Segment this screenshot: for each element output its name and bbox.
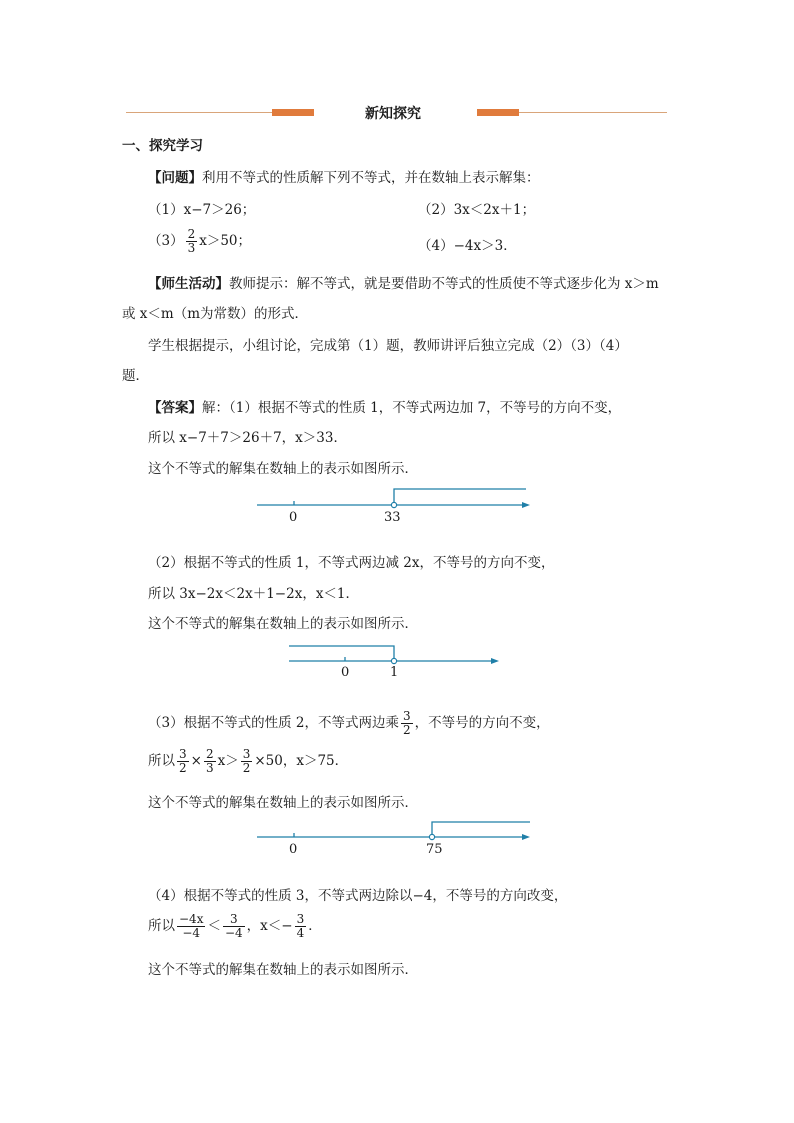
axis-arrow — [522, 834, 530, 840]
problem-statement — [148, 166, 540, 186]
answer-text: ×50，x＞75． — [254, 753, 349, 769]
problem-tag: 【问题】 — [148, 170, 202, 186]
answer-1-line-2: 所以 x−7＋7＞26＋7，x＞33． — [148, 430, 347, 446]
activity-line-2: 或 x＜m（m为常数）的形式． — [122, 306, 309, 322]
header-rule-right — [519, 112, 667, 113]
operator: × — [190, 753, 202, 769]
answer-3-line-2 — [148, 748, 348, 775]
axis-label-point: 1 — [390, 665, 399, 680]
answer-2-line-1: （2）根据不等式的性质 1，不等式两边减 2x，不等号的方向不变， — [148, 555, 555, 571]
item-expression: 3x＜2x＋1； — [453, 202, 536, 218]
fraction: $\frac{3}{4}$ — [296, 912, 305, 940]
axis-arrow — [491, 658, 499, 664]
activity-line-3: 学生根据提示，小组讨论，完成第（1）题，教师讲评后独立完成（2）（3）（4） — [148, 338, 628, 354]
open-point — [391, 502, 396, 507]
fraction: $\frac{2}{3}$ — [205, 747, 214, 775]
activity-tag: 【师生活动】 — [148, 276, 229, 292]
header-accent-left — [272, 109, 314, 116]
header-rule-left — [126, 112, 272, 113]
axis-arrow — [522, 502, 530, 508]
item-expression: x−7＞26； — [183, 202, 256, 218]
problem-item-1 — [148, 198, 255, 218]
header-accent-right — [477, 109, 519, 116]
answer-3-line-1 — [148, 710, 550, 737]
fraction: $\frac{3}{2}$ — [179, 747, 187, 775]
solution-ray — [289, 646, 394, 658]
problem-item-3 — [148, 228, 251, 255]
answer-text: 解：（1）根据不等式的性质 1，不等式两边加 7，不等号的方向不变， — [202, 400, 622, 416]
answer-text: ． — [308, 918, 322, 934]
answer-text: ，x＜− — [246, 918, 293, 934]
operator: ＜ — [207, 918, 221, 934]
fraction: $\frac{2}{3}$ — [187, 227, 196, 255]
activity-line-1 — [148, 272, 659, 292]
fraction: $\frac{3}{-4}$ — [224, 912, 243, 940]
answer-text: （3）根据不等式的性质 2，不等式两边乘 — [148, 715, 399, 731]
axis-label-point: 75 — [426, 842, 443, 857]
answer-2-line-2: 所以 3x−2x＜2x＋1−2x，x＜1． — [148, 586, 360, 602]
answer-1-line-3: 这个不等式的解集在数轴上的表示如图所示． — [148, 461, 418, 477]
problem-text: 利用不等式的性质解下列不等式，并在数轴上表示解集： — [202, 170, 540, 186]
page-title: 新知探究 — [365, 106, 421, 122]
problem-item-2 — [418, 198, 535, 218]
solution-ray — [394, 489, 526, 502]
activity-line-4: 题． — [122, 368, 149, 384]
item-expression: −4x＞3． — [453, 238, 517, 254]
answer-text: ，不等号的方向不变， — [414, 715, 550, 731]
item-prefix: （4） — [418, 238, 454, 254]
item-expression: x＞50； — [199, 233, 252, 249]
fraction: $\frac{3}{2}$ — [402, 709, 411, 737]
problem-item-4 — [418, 234, 517, 254]
answer-4-line-1: （4）根据不等式的性质 3，不等式两边除以−4，不等号的方向改变， — [148, 888, 568, 904]
answer-3-line-3: 这个不等式的解集在数轴上的表示如图所示． — [148, 795, 418, 811]
answer-text: 所以 — [148, 753, 175, 769]
answer-1-line-1 — [148, 396, 621, 416]
axis-label-zero: 0 — [341, 665, 350, 680]
axis-label-zero: 0 — [289, 842, 298, 857]
activity-text: 教师提示：解不等式，就是要借助不等式的性质使不等式逐步化为 x＞m — [229, 276, 659, 292]
open-point — [391, 658, 396, 663]
answer-text: 所以 — [148, 918, 175, 934]
answer-2-line-3: 这个不等式的解集在数轴上的表示如图所示． — [148, 616, 418, 632]
answer-4-line-2 — [148, 913, 322, 940]
fraction: $\frac{-4x}{-4}$ — [179, 912, 204, 940]
item-prefix: （2） — [418, 202, 454, 218]
item-prefix: （3） — [148, 233, 184, 249]
axis-label-point: 33 — [384, 510, 401, 525]
number-line-3 — [0, 818, 794, 858]
answer-4-line-3: 这个不等式的解集在数轴上的表示如图所示． — [148, 962, 418, 978]
section-title: 一、探究学习 — [122, 138, 203, 154]
axis-label-zero: 0 — [289, 510, 298, 525]
item-prefix: （1） — [148, 202, 184, 218]
solution-ray — [432, 822, 530, 834]
answer-text: x＞ — [217, 753, 239, 769]
open-point — [429, 834, 434, 839]
answer-tag: 【答案】 — [148, 400, 202, 416]
fraction: $\frac{3}{2}$ — [242, 747, 251, 775]
